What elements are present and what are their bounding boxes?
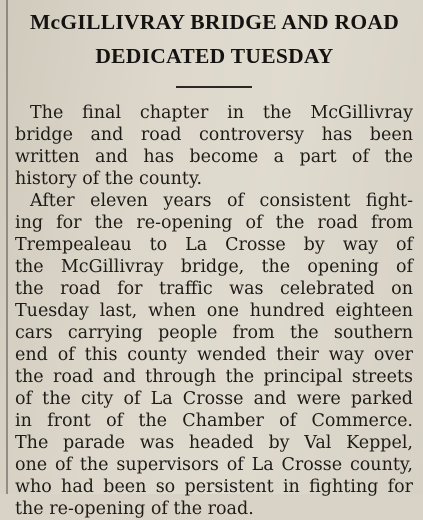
body-line: bridge and road controversy has been <box>15 125 413 145</box>
body-line: Tuesday last, when one hundred eighteen <box>15 301 413 321</box>
column-rule <box>6 0 8 494</box>
body-line: the re-opening of the road. <box>15 499 254 519</box>
body-line: the McGillivray bridge, the opening of <box>15 257 413 277</box>
body-line: the road for traffic was celebrated on <box>15 279 413 299</box>
body-line: Trempealeau to La Crosse by way of <box>15 235 413 255</box>
body-line: history of the county. <box>15 169 203 189</box>
body-line: end of this county wended their way over <box>15 345 413 365</box>
body-line: in front of the Chamber of Commerce. <box>15 411 413 431</box>
headline-divider <box>176 86 252 88</box>
body-line: who had been so persistent in fighting for <box>15 477 413 497</box>
body-line: The parade was headed by Val Keppel, <box>15 433 413 453</box>
body-line: ing for the re-opening of the road from <box>15 213 413 233</box>
body-line: cars carrying people from the southern <box>15 323 413 343</box>
headline-line-2: DEDICATED TUESDAY <box>95 44 334 68</box>
headline-line-1: McGILLIVRAY BRIDGE AND ROAD <box>29 10 400 34</box>
body-line: The final chapter in the McGillivray <box>30 103 413 123</box>
body-line: of the city of La Crosse and were parked <box>15 389 413 409</box>
body-line: the road and through the principal streets <box>15 367 413 387</box>
body-line: written and has become a part of the <box>15 147 413 167</box>
body-line: After eleven years of consistent fight- <box>30 191 413 211</box>
body-line: one of the supervisors of La Crosse county, <box>15 455 413 475</box>
